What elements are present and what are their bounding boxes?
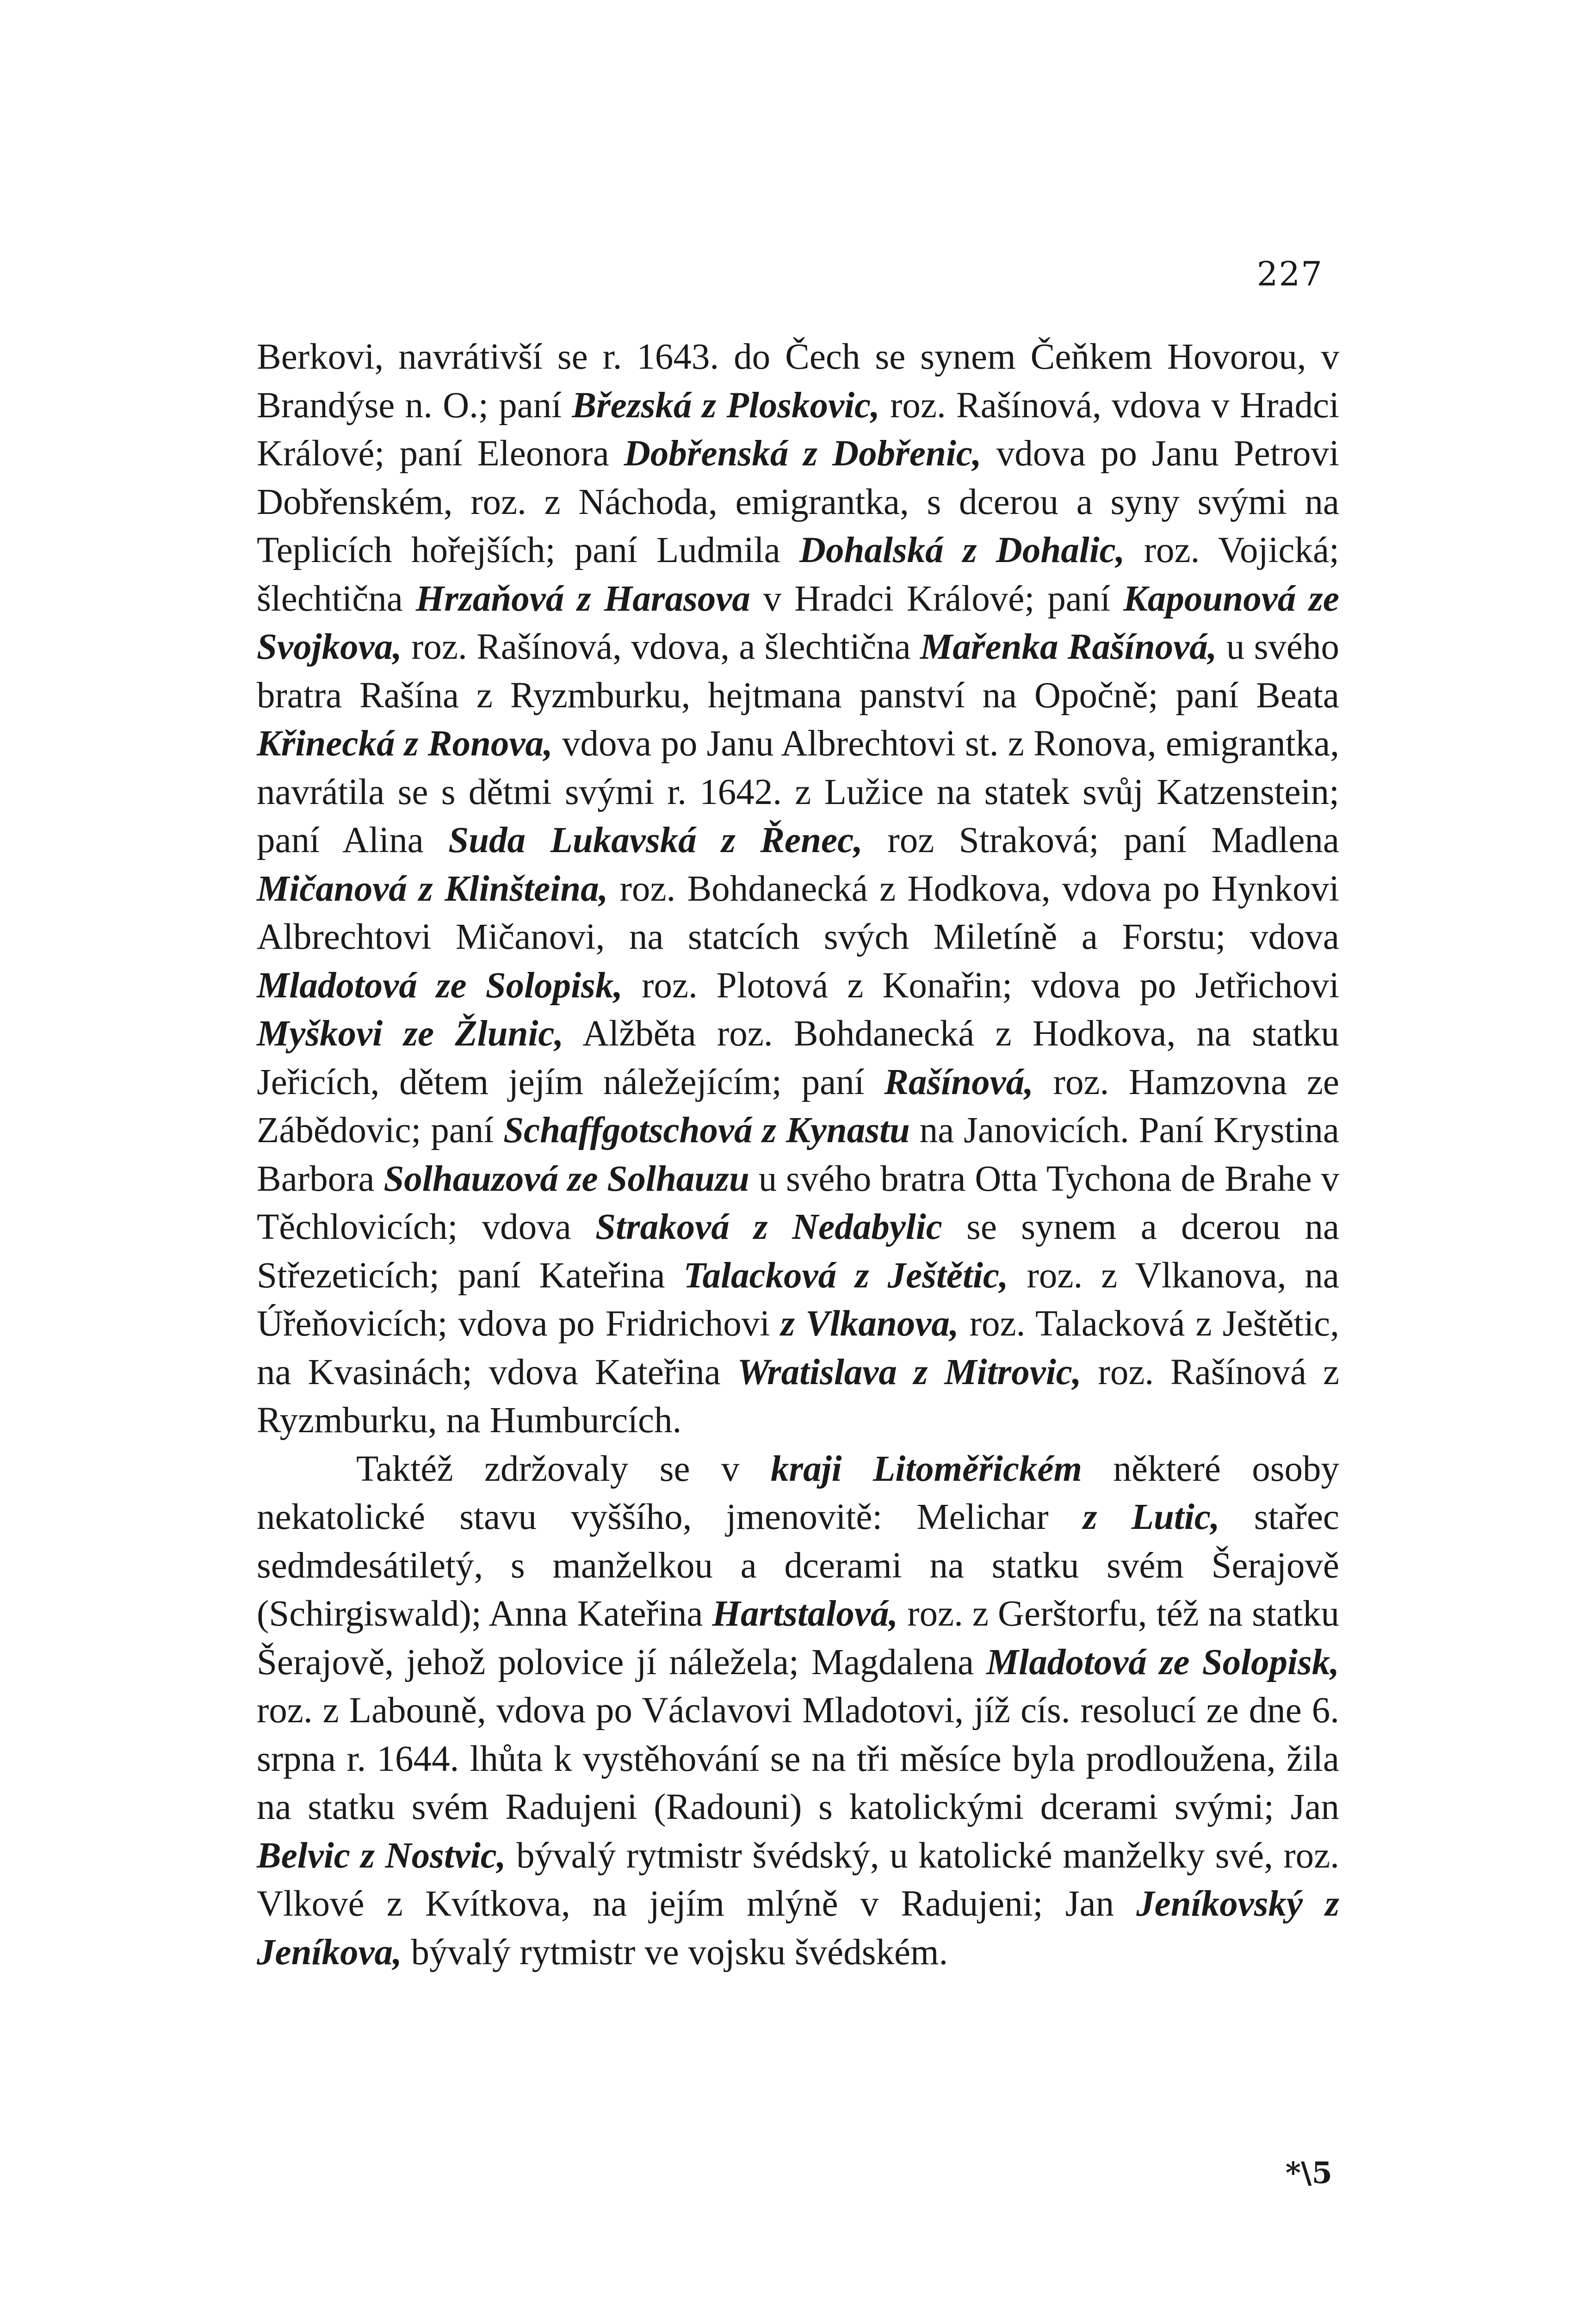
- text-run: roz. Rašínová z Ryzmburku, na Humburcích.: [257, 1352, 1340, 1441]
- text-run: bývalý rytmistr ve vojsku švédském.: [402, 1932, 948, 1973]
- text-run: roz. z Vlkanova, na Úřeňovicích; vdova po Fridrichovi: [257, 1255, 1339, 1344]
- paragraph: [257, 333, 1339, 1445]
- italic-name: Mičanová z Klinšteina,: [257, 868, 608, 909]
- text-run: roz. Rašínová, vdova, a šlechtična: [402, 627, 920, 667]
- printer-signature-mark: *\5: [1285, 2156, 1332, 2190]
- italic-name: Wratislava z Mitrovic,: [737, 1352, 1082, 1392]
- text-run: roz. z Gerštorfu, též na statku Šerajově, jehož polovice jí náležela; Magdalena: [257, 1594, 1339, 1682]
- body-text: [257, 333, 1339, 1977]
- text-run: na Janovicích. Paní Krystina Barbora: [257, 1110, 1339, 1199]
- text-run: Taktéž zdržovaly se v: [356, 1448, 771, 1489]
- italic-name: Jeníkovský z Jeníkova,: [257, 1884, 1339, 1973]
- italic-name: z Vlkanova,: [780, 1304, 959, 1344]
- italic-name: Solhauzová ze Solhauzu: [384, 1158, 749, 1199]
- paragraph: [257, 1445, 1339, 1977]
- text-run: některé osoby nekatolické stavu vyššího, jmenovitě: Melichar: [257, 1448, 1340, 1537]
- text-run: u svého bratra Rašína z Ryzmburku, hejtmana panství na Opočně; paní Beata: [257, 627, 1340, 716]
- italic-name: z Lutic,: [1083, 1497, 1220, 1537]
- text-run: bývalý rytmistr švédský, u katolické manželky své, roz. Vlkové z Kvítkova, na jejím mlýně v Radujeni; Jan: [257, 1835, 1339, 1924]
- text-run: Berkovi, navrátivší se r. 1643. do Čech se synem Čeňkem Hovorou, v Brandýse n. O.; paní: [257, 337, 1339, 426]
- italic-name: Myškovi ze Žlunic,: [257, 1014, 564, 1054]
- italic-name: Dobřenská z Dobřenic,: [624, 433, 982, 474]
- italic-name: Mladotová ze Solopisk,: [257, 965, 623, 1006]
- text-run: vdova po Janu Petrovi Dobřenském, roz. z Náchoda, emigrantka, s dcerou a syny svými na Teplicích hořejších; paní Ludmila: [257, 433, 1340, 570]
- italic-name: Mařenka Rašínová,: [920, 627, 1217, 667]
- text-run: roz. Vojická; šlechtična: [257, 530, 1339, 619]
- text-run: se synem a dcerou na Střezeticích; paní Kateřina: [257, 1207, 1340, 1296]
- text-run: stařec sedmdesátiletý, s manželkou a dcerami na statku svém Šerajově (Schirgiswald); Anna Kateřina: [257, 1497, 1339, 1634]
- text-run: roz. Bohdanecká z Hodkova, vdova po Hynkovi Albrechtovi Mičanovi, na statcích svých Miletíně a Forstu; vdova: [257, 868, 1339, 957]
- italic-name: Rašínová,: [884, 1062, 1033, 1102]
- page-number: 227: [1256, 254, 1323, 293]
- italic-name: Křinecká z Ronova,: [257, 724, 553, 764]
- italic-name: Talacková z Ještětic,: [683, 1255, 1008, 1296]
- italic-name: Dohalská z Dohalic,: [799, 530, 1125, 570]
- italic-name: Straková z Nedabylic: [595, 1207, 942, 1247]
- text-run: roz. Plotová z Konařin; vdova po Jetřichovi: [623, 965, 1340, 1006]
- italic-name: Březská z Ploskovic,: [572, 385, 880, 426]
- text-run: roz. Rašínová, vdova v Hradci Králové; paní Eleonora: [257, 385, 1339, 474]
- italic-name: kraji Litoměřickém: [770, 1448, 1082, 1489]
- text-run: vdova po Janu Albrechtovi st. z Ronova, emigrantka, navrátila se s dětmi svými r. 1642. z Lužice na statek svůj Katzenstein; paní Alina: [257, 724, 1339, 860]
- text-run: roz. Hamzovna ze Zábědovic; paní: [257, 1062, 1339, 1150]
- text-run: roz. Talacková z Ještětic, na Kvasinách; vdova Kateřina: [257, 1304, 1339, 1392]
- italic-name: Belvic z Nostvic,: [257, 1835, 506, 1876]
- text-run: roz. z Labouně, vdova po Václavovi Mladotovi, jíž cís. resolucí ze dne 6. srpna r. 1644. lhůta k vystěhování se na tři měsíce byla prodloužena, žila na statku svém Radujeni (Radouni) s katolickými dcerami svými; Jan: [257, 1690, 1339, 1827]
- italic-name: Suda Lukavská z Řenec,: [448, 820, 863, 860]
- italic-name: Kapounová ze Svojkova,: [257, 578, 1339, 667]
- text-run: Alžběta roz. Bohdanecká z Hodkova, na statku Jeřicích, dětem jejím náležejícím; paní: [257, 1014, 1339, 1102]
- italic-name: Schaffgotschová z Kynastu: [503, 1110, 910, 1150]
- text-run: v Hradci Králové; paní: [750, 578, 1124, 619]
- text-run: roz Straková; paní Madlena: [862, 820, 1339, 860]
- italic-name: Hartstalová,: [712, 1594, 898, 1634]
- text-run: u svého bratra Otta Tychona de Brahe v Těchlovicích; vdova: [257, 1158, 1339, 1247]
- italic-name: Mladotová ze Solopisk,: [986, 1642, 1340, 1682]
- italic-name: Hrzaňová z Harasova: [415, 578, 750, 619]
